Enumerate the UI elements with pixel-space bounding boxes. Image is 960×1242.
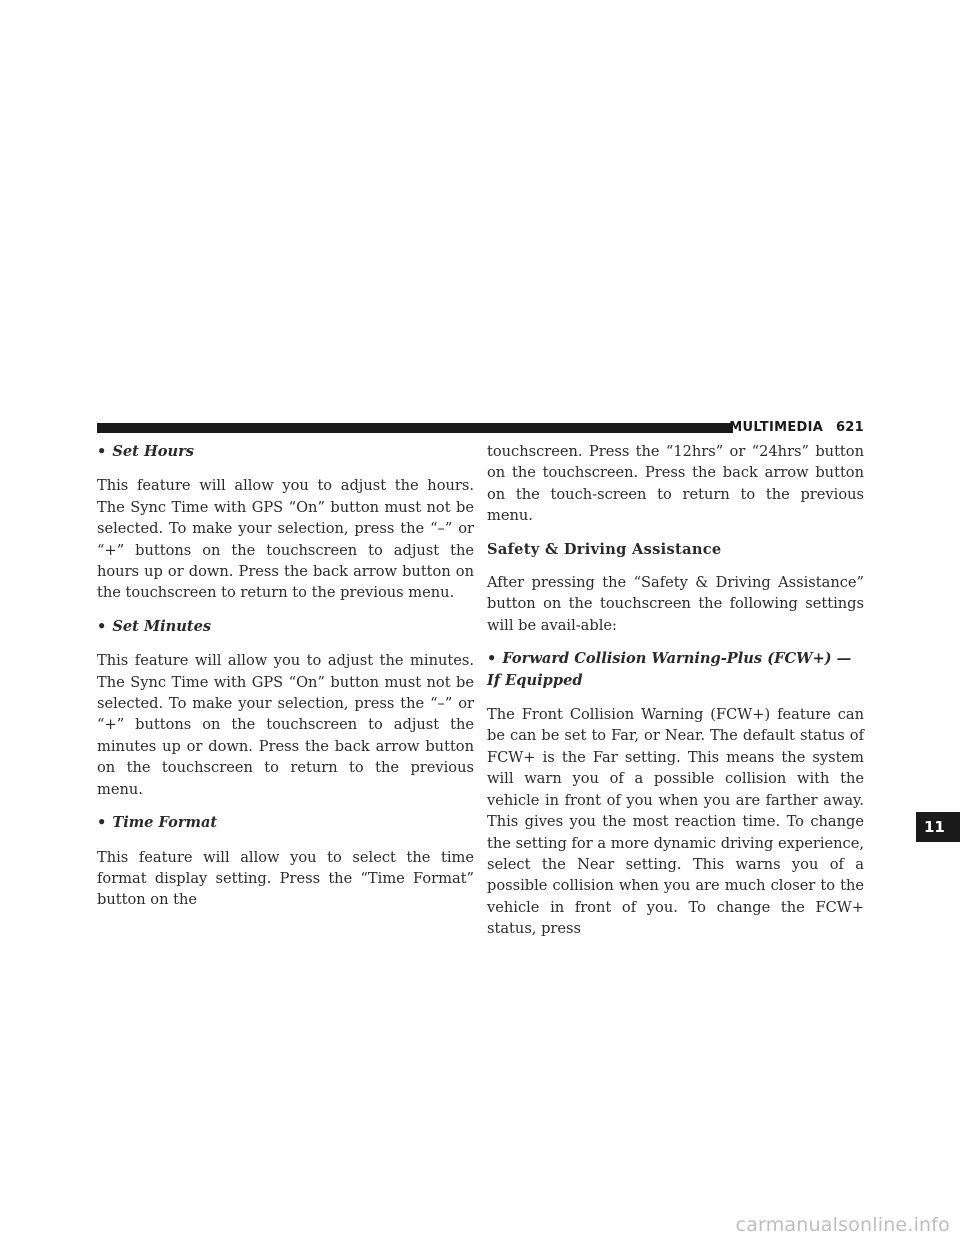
time-format-title: Time Format — [112, 814, 218, 832]
fcw-title: Forward Collision Warning-Plus (FCW+) — If Equipped — [487, 650, 852, 689]
set-minutes-title: Set Minutes — [112, 617, 212, 635]
bullet-icon: • — [97, 443, 107, 460]
safety-section-heading: Safety & Driving Assistance — [487, 540, 722, 558]
section-title: MULTIMEDIA — [729, 420, 824, 435]
set-minutes-paragraph: This feature will allow you to adjust the minutes. The Sync Time with GPS “On” button must not be selected. To make your selection, press the “–” or “+” buttons on the touchscreen to adjust the minutes up or down. Press the back arrow button on the touchscreen to return to the previous menu. — [97, 652, 474, 798]
set-hours-heading — [97, 441, 474, 462]
time-format-continued-paragraph: touchscreen. Press the “12hrs” or “24hrs” button on the touchscreen. Press the back arrow button on the touch-screen to return to the previous menu. — [487, 443, 864, 525]
fcw-heading — [487, 648, 864, 691]
bullet-icon: • — [487, 650, 497, 668]
left-column — [97, 441, 474, 923]
bullet-icon: • — [97, 617, 107, 635]
chapter-tab: 11 — [916, 812, 960, 842]
set-hours-paragraph: This feature will allow you to adjust the hours. The Sync Time with GPS “On” button must not be selected. To make your selection, press the “–” or “+” buttons on the touchscreen to adjust the hours up or down. Press the back arrow button on the touchscreen to return to the previous menu. — [97, 477, 474, 602]
header-rule — [97, 423, 733, 433]
fcw-paragraph: The Front Collision Warning (FCW+) feature can be can be set to Far, or Near. The default status of FCW+ is the Far setting. This means the system will warn you of a possible collision with the vehicle in front of you when you are farther away. This gives you the most reaction time. To change the setting for a more dynamic driving experience, select the Near setting. This warns you of a possible collision when you are much closer to the vehicle in front of you. To change the FCW+ status, press — [487, 706, 864, 938]
page-number: 621 — [835, 420, 864, 435]
set-minutes-heading — [97, 616, 474, 637]
bullet-icon: • — [97, 814, 107, 832]
running-header — [729, 420, 864, 435]
set-hours-title: Set Hours — [112, 443, 195, 460]
right-column — [487, 441, 864, 952]
safety-intro-paragraph: After pressing the “Safety & Driving Assistance” button on the touchscreen the following settings will be avail-able: — [487, 574, 864, 634]
time-format-paragraph: This feature will allow you to select the time format display setting. Press the “Time Format” button on the — [97, 848, 474, 909]
time-format-heading — [97, 812, 474, 833]
watermark-text: carmanualsonline.info — [735, 1214, 950, 1236]
